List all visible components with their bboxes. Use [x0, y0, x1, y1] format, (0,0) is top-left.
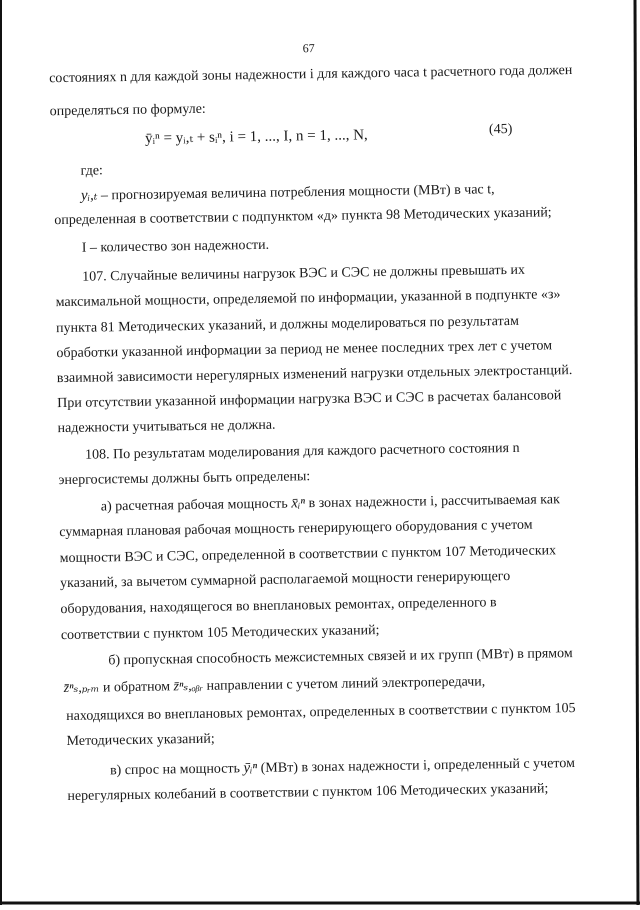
text-line-6: I – количество зон надежности. [81, 237, 270, 256]
text-line-7: 107. Случайные величины нагрузок ВЭС и СЭС не должны превышать их [82, 262, 526, 285]
text-line-26 [110, 754, 575, 780]
text-line-18: мощности ВЭС и СЭС, определенной в соответствии с пунктом 107 Методических [59, 543, 557, 567]
text-line-20: оборудования, находящегося во внеплановых ремонтах, определенного в [60, 595, 497, 618]
text-line-9: пункта 81 Методических указаний, и должны моделироваться по результатам [55, 313, 520, 337]
text-line-5: определенная в соответствии с подпунктом «д» пункта 98 Методических указаний; [54, 205, 552, 229]
formula-z-reverse: z̄ⁿₛ,ₒᵦᵣ [173, 678, 204, 695]
text-line-14: 108. По результатам моделирования для каждого расчетного состояния n [84, 440, 520, 463]
text-line-26-end: (МВт) в зонах надежности i, определенный с учетом [260, 756, 575, 776]
text-line-16-end: в зонах надежности i, рассчитываемая как [308, 492, 560, 512]
formula-z-forward: z̄ⁿₛ,ₚᵣₘ [63, 680, 100, 697]
formula-x-i-n: x̄ᵢⁿ [291, 495, 306, 512]
text-line-11: взаимной зависимости нерегулярных изменений нагрузки отдельных электростанций. [56, 363, 573, 387]
text-line-16-start: а) расчетная рабочая мощность [100, 496, 288, 515]
text-line-1: состояниях n для каждой зоны надежности i для каждого часа t расчетного года должен [49, 62, 573, 87]
text-line-26-start: в) спрос на мощность [109, 761, 241, 779]
text-line-13: надежности учитываться не должна. [57, 417, 276, 437]
text-line-23 [64, 673, 486, 698]
text-line-19: указаний, за вычетом суммарной располагаемой мощности генерирующего [59, 569, 511, 592]
formula-number: (45) [488, 121, 513, 138]
text-line-8: максимальной мощности, определяемой по информации, указанной в подпункте «з» [55, 287, 561, 311]
text-line-4-rest: – прогнозируемая величина потребления мощности (МВт) в час t, [100, 182, 495, 204]
page-number: 67 [302, 41, 315, 56]
text-line-where: где: [80, 163, 103, 179]
text-line-16 [101, 490, 560, 516]
text-line-2: определяться по формуле: [49, 101, 206, 120]
text-line-23-mid: и обратном [102, 679, 171, 696]
text-line-15: энергосистемы должны быть определены: [58, 469, 311, 489]
text-line-22: б) пропускная способность межсистемных связей и их групп (МВт) в прямом [108, 646, 573, 669]
text-line-27: нерегулярных колебаний в соответствии с пунктом 106 Методических указаний; [67, 781, 549, 805]
text-line-10: обработки указанной информации за период не менее последних трех лет с учетом [56, 338, 553, 362]
text-line-24: находящихся во внеплановых ремонтах, определенных в соответствии с пунктом 105 [66, 701, 576, 725]
text-line-23-end: направлении с учетом линий электропередачи, [206, 674, 486, 694]
text-line-21: соответствии с пунктом 105 Методических указаний; [60, 623, 380, 644]
text-line-12: При отсутствии указанной информации нагрузка ВЭС и СЭС в расчетах балансовой [57, 388, 562, 412]
formula-45: ȳᵢⁿ = yᵢ,ₜ + sᵢⁿ, i = 1, ..., I, n = 1, ..., N, [144, 127, 368, 147]
formula-y-it: yᵢ,ₜ [80, 187, 98, 204]
text-line-4 [81, 179, 587, 206]
text-line-25: Методических указаний; [66, 731, 215, 750]
formula-y-i-n: ȳᵢⁿ [243, 760, 258, 777]
text-line-17: суммарная плановая рабочая мощность генерирующего оборудования с учетом [59, 517, 533, 541]
